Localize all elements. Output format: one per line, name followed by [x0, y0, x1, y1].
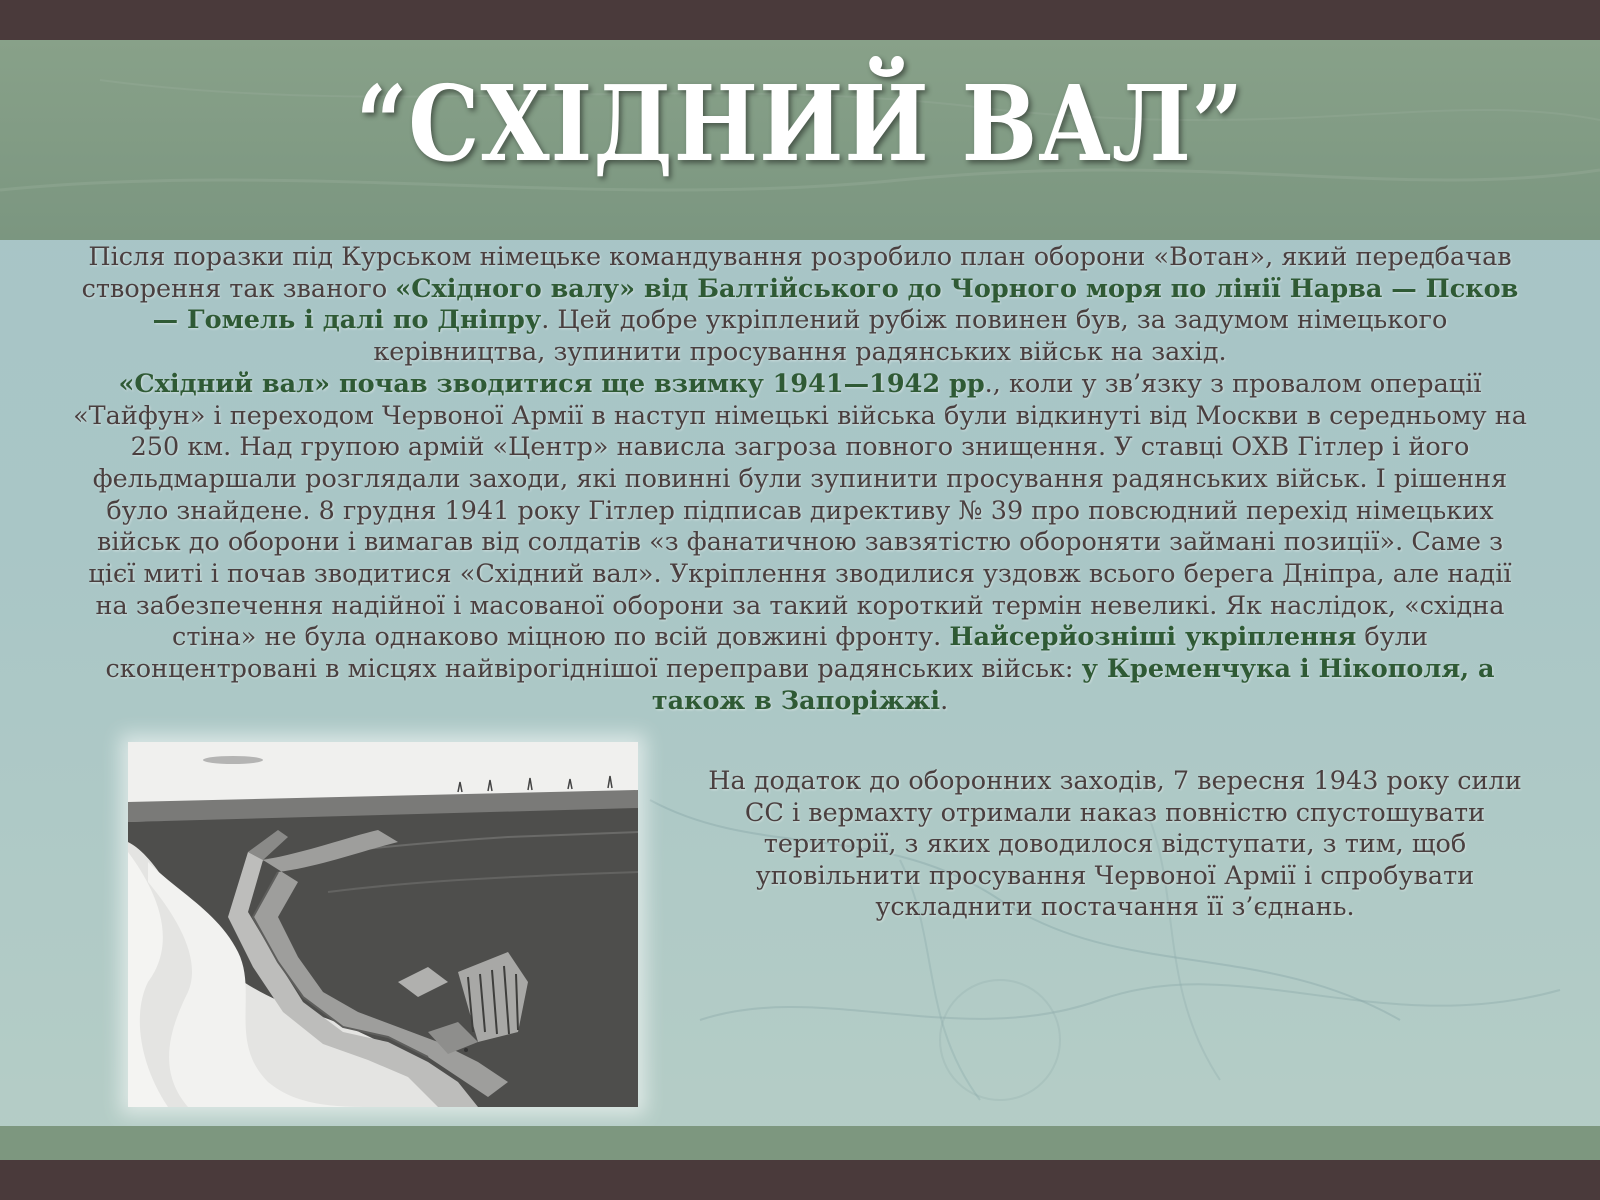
- text-segment: були сконцентровані в місцях найвірогіднішої переправи радянських військ:: [105, 622, 1428, 685]
- paragraph-eastern-wall-history: [70, 369, 1530, 718]
- slide-title: “СХІДНИЙ ВАЛ”: [355, 62, 1245, 185]
- highlight-serious-fortifications: Найсерйозніші укріплення: [949, 622, 1357, 653]
- paragraph-wotan-plan: [70, 242, 1530, 369]
- text-segment: ., коли у зв’язку з провалом операції «Тайфун» і переходом Червоної Армії в наступ німецькі війська були відкинуті від Москви в середньому на 250 км. Над групою армій «Центр» нависла загроза повного знищення. У ставці ОХВ Гітлер і його фельдмаршали розглядали заходи, які повинні були зупинити просування радянських військ. І рішення було знайдене. 8 грудня 1941 року Гітлер підписав директиву № 39 про повсюдний перехід німецьких військ до оборони і вимагав від солдатів «з фанатичною завзятістю обороняти займані позиції». Саме з цієї миті і почав зводитися «Східний вал». Укріплення зводилися уздовж всього берега Дніпра, але надії на забезпечення надійної і масованої оборони за такий короткий термін невеликі. Як наслідок, «східна стіна» не була однаково міцною по всій довжині фронту.: [73, 368, 1527, 653]
- fortification-illustration: [128, 742, 638, 1107]
- highlight-construction-start: «Східний вал» почав зводитися ще взимку 1941—1942 рр: [118, 368, 985, 399]
- text-segment: . Цей добре укріплений рубіж повинен був, за задумом німецького керівництва, зупинити просування радянських військ на захід.: [373, 305, 1448, 368]
- text-segment: Після поразки під Курськом німецьке командування розробило план оборони «Вотан», який передбачав створення так званого: [81, 242, 1512, 304]
- highlight-eastern-wall-line: «Східного валу» від Балтійського до Чорного моря по лінії Нарва — Псков — Гомель і далі по Дніпру: [152, 273, 1519, 336]
- bottom-band: [0, 1126, 1600, 1160]
- scorched-earth-text: На додаток до оборонних заходів, 7 вересня 1943 року сили СС і вермахту отримали наказ повністю спустошувати території, з яких доводилося відступати, з тим, щоб уповільнити просування Червоної Армії і спробувати ускладнити постачання її з’єднань.: [708, 766, 1522, 922]
- fortification-drawing: [128, 742, 638, 1107]
- slide: [0, 40, 1600, 1160]
- text-segment: .: [940, 685, 949, 716]
- main-text: [70, 242, 1530, 718]
- highlight-locations: у Кременчука і Нікополя, а також в Запоріжжі: [651, 654, 1495, 716]
